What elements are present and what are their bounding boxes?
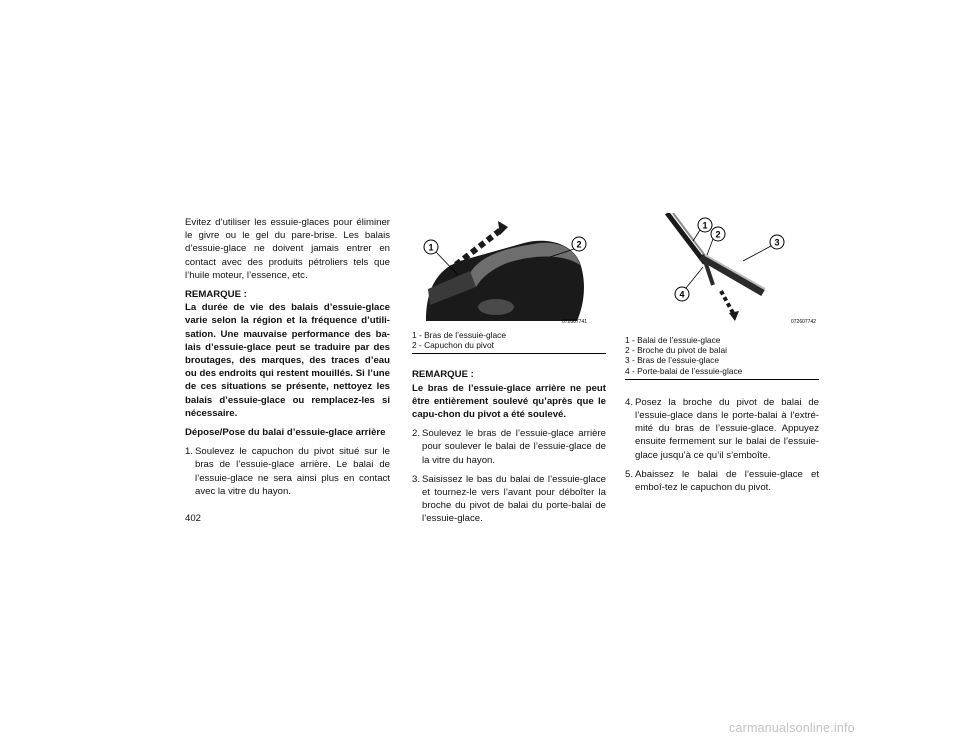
step-number: 4. [625,396,634,408]
wiper-pivot-illustration [412,213,606,330]
figure1-callout-1: 1 [428,242,434,253]
figure2-callout-4: 4 [679,289,685,300]
remark-label: REMARQUE : [412,369,474,381]
intro-paragraph: Evitez d’utiliser les essuie-glaces pour éliminer le givre ou le gel du pare-brise. Les balais d’essuie-glace ne doivent jamais entrer en contact avec des produits pétroliers tels que l’huile moteur, l’essence, etc. [185,217,390,281]
figure-wiper-blade [625,213,819,335]
legend-item: 3 - Bras de l’essuie-glace [625,355,720,366]
remark-label: REMARQUE : [185,289,247,301]
remark-text: Le bras de l’essuie-glace arrière ne peut être entièrement soulevé qu’après que le capu-chon du pivot a été soulevé. [412,382,606,421]
page-number: 402 [185,513,202,524]
step-4 [625,396,819,462]
figure1-callout-2: 2 [576,239,582,250]
step-text: Saisissez le bas du balai de l’essuie-glace et tournez-le vers l’avant pour déboîter la broche du pivot de balai du porte-balai de l’essuie-glace. [422,473,606,525]
legend-item: 2 - Capuchon du pivot [412,340,494,351]
step-3 [412,473,606,526]
step-text: Soulevez le capuchon du pivot situé sur le bras de l’essuie-glace arrière. Le balai de l’essuie-glace ne sera ainsi plus en contact avec la vitre du hayon. [195,446,390,497]
step-1 [185,445,390,498]
figure1-code: 072607741 [562,319,588,325]
step-text: Abaissez le balai de l’essuie-glace et emboî-tez le capuchon du pivot. [635,468,819,494]
step-number: 5. [625,468,634,480]
figure2-callout-1: 1 [702,220,708,231]
column-left [185,216,390,504]
figure2-code: 072607742 [791,319,817,325]
column-middle [412,213,606,532]
step-text: Posez la broche du pivot de balai de l’essuie-glace dans le porte-balai à l’extré-mité du bras de l’essuie-glace. Appuyez ensuite fermement sur le balai de l’essuie-glace jusqu’à ce qu’il s’emboîte. [635,396,819,461]
step-5 [625,468,819,494]
legend-item: 1 - Bras de l’essuie-glace [412,330,507,340]
figure2-callout-3: 3 [774,237,780,248]
wiper-blade-illustration [625,213,819,335]
figure1-legend [412,330,606,350]
step-2 [412,427,606,467]
step-number: 1. [185,446,194,458]
column-right [625,213,819,500]
legend-item: 4 - Porte-balai de l’essuie-glace [625,365,743,376]
legend-item: 1 - Balai de l’essuie-glace [625,335,721,345]
step-text: Soulevez le bras de l’essuie-glace arrière pour soulever le balai de l’essuie-glace de la vitre du hayon. [422,428,606,466]
figure-pivot-cap [412,213,606,330]
step-number: 2. [412,428,421,440]
watermark: carmanualsonline.info [729,721,855,735]
legend-item: 2 - Broche du pivot de balai [625,345,727,356]
figure2-callout-2: 2 [715,229,721,240]
remark-text: La durée de vie des balais d’essuie-glace varie selon la région et la fréquence d’utili-sation. Une mauvaise performance des ba-lais d’essuie-glace peut se traduire par des broutages, des marques, des traces d’eau ou des endroits qui restent mouillés. Si l’une de ces situations se présente, nettoyez les balais d’essuie-glace ou remplacez-les si nécessaire. [185,302,390,419]
figure2-legend [625,335,819,376]
step-number: 3. [412,473,421,485]
section-title: Dépose/Pose du balai d’essuie-glace arrière [185,427,386,439]
